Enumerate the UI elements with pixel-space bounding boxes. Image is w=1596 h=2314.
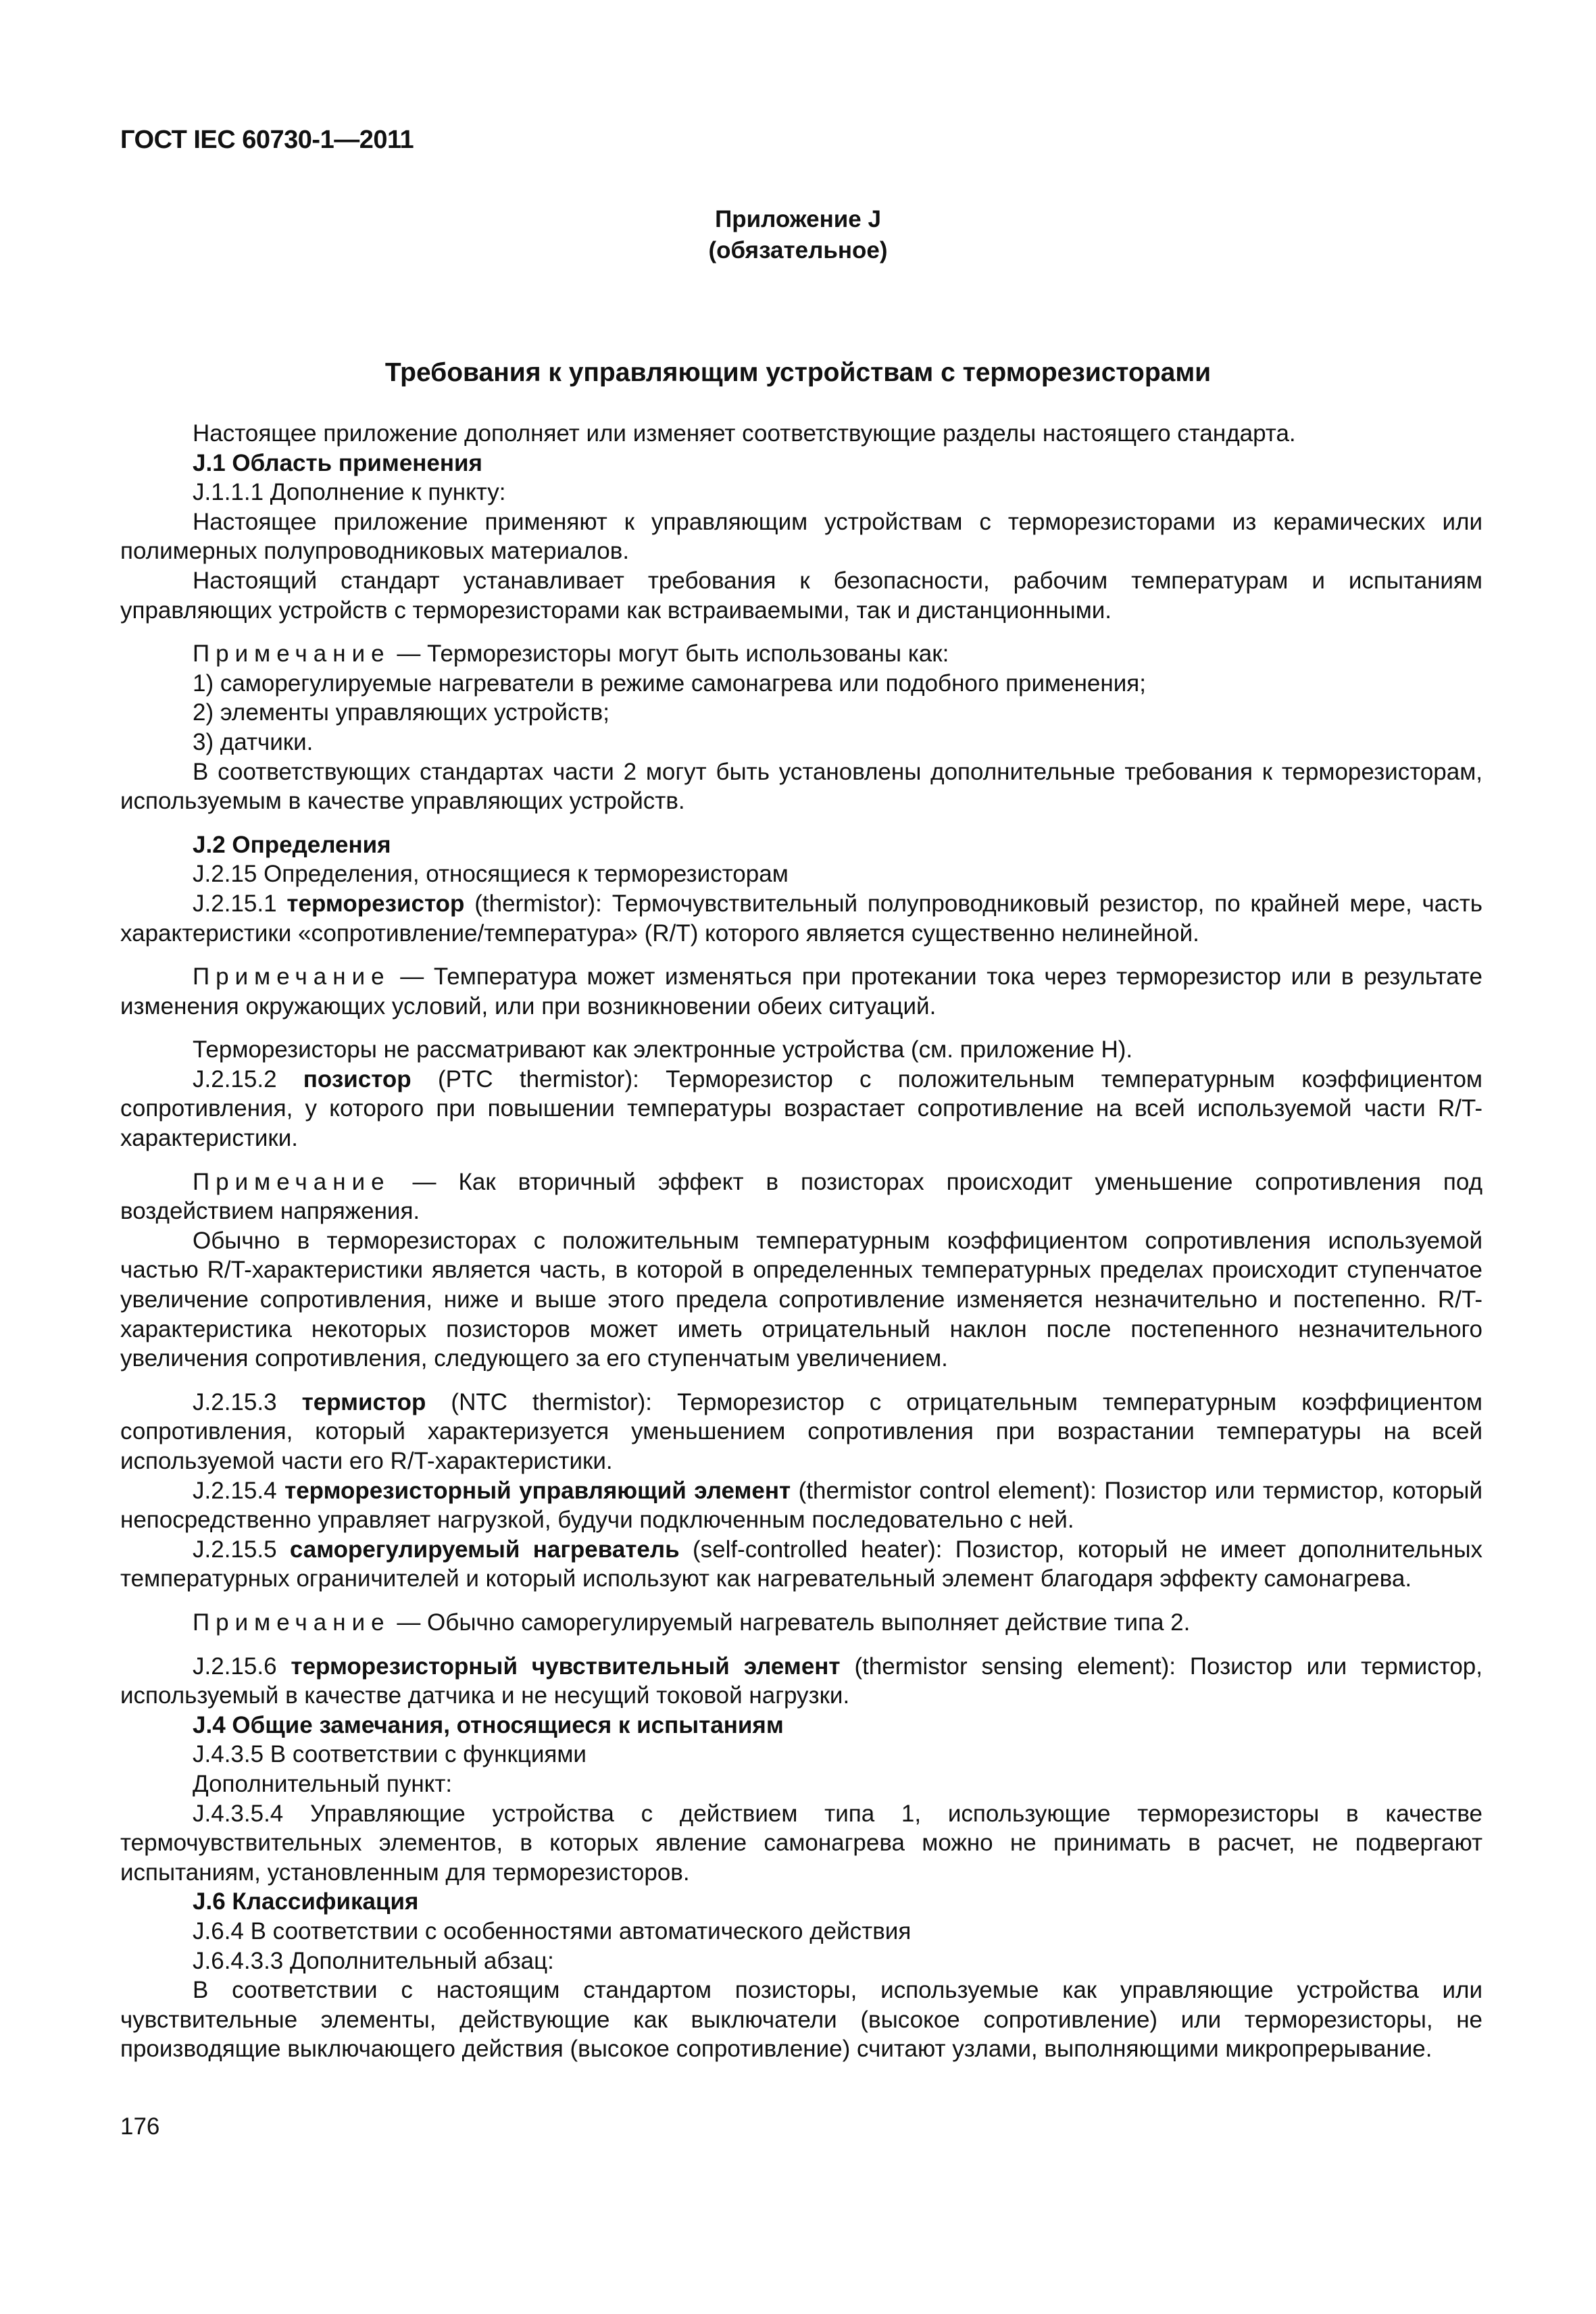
paragraph: [120, 1035, 1482, 1065]
bold-term: J.4 Общие замечания, относящиеся к испытаниям: [193, 1711, 784, 1738]
clause-number: J.2.15.5: [193, 1536, 290, 1563]
paragraph: [120, 1711, 1482, 1740]
paragraph-text: — Температура может изменяться при протекании тока через терморезистор или в результате изменения окружающих условий, или при возникновении обеих ситуаций.: [120, 963, 1482, 1020]
paragraph-text: Обычно в терморезисторах с положительным температурным коэффициентом сопротивления используемой частью R/T-характеристики является часть, в которой в определенных температурных пределах происходит ступенчатое увеличение сопротивления, ниже и выше этого предела сопротивление изменяется незначительно и постепенно. R/T-характеристика некоторых позисторов может иметь отрицательный наклон после постепенного незначительного увеличения сопротивления, следующего за его ступенчатым увеличением.: [120, 1227, 1482, 1372]
annex-heading: Требования к управляющим устройствам с терморезисторами: [384, 358, 1212, 387]
paragraph-text: Настоящее приложение применяют к управляющим устройствам с терморезисторами из керамических или полимерных полупроводниковых материалов.: [120, 508, 1482, 565]
bold-term: J.1 Область применения: [193, 449, 482, 476]
paragraph: [120, 1740, 1482, 1769]
paragraph-text: — Обычно саморегулируемый нагреватель выполняет действие типа 2.: [390, 1609, 1191, 1636]
paragraph-text: (self-controlled heater): Позистор, который не имеет дополнительных температурных ограничителей и который используют как нагревательный элемент благодаря эффекту самонагрева.: [120, 1536, 1482, 1592]
clause-number: J.2.15.2: [193, 1065, 303, 1092]
paragraph: [120, 728, 1482, 757]
paragraph: [120, 639, 1482, 669]
paragraph-text: J.2.15 Определения, относящиеся к терморезисторам: [193, 861, 789, 888]
bold-term: J.2 Определения: [193, 831, 391, 858]
paragraph: [120, 1917, 1482, 1946]
paragraph: [120, 859, 1482, 889]
note-label: Примечание: [193, 1609, 391, 1636]
paragraph: [120, 1226, 1482, 1374]
document-standard-id: ГОСТ IEC 60730-1—2011: [120, 126, 414, 154]
clause-number: J.2.15.4: [193, 1477, 285, 1504]
paragraph: [120, 757, 1482, 816]
paragraph: [120, 889, 1482, 948]
paragraph: [120, 1608, 1482, 1638]
paragraph-text: J.6.4 В соответствии с особенностями автоматического действия: [193, 1917, 912, 1944]
note-label: Примечание: [193, 1168, 391, 1195]
paragraph-text: 2) элементы управляющих устройств;: [193, 699, 609, 726]
paragraph: [120, 1769, 1482, 1799]
paragraph-text: В соответствующих стандартах части 2 могут быть установлены дополнительные требования к терморезисторам, используемым в качестве управляющих устройств.: [120, 758, 1482, 815]
bold-term: саморегулируемый нагреватель: [289, 1536, 680, 1563]
paragraph: [120, 1388, 1482, 1476]
paragraph-text: Настоящий стандарт устанавливает требования к безопасности, рабочим температурам и испытаниям управляющих устройств с терморезисторами как встраиваемыми, так и дистанционными.: [120, 567, 1482, 624]
paragraph: [120, 1652, 1482, 1711]
paragraph: [120, 830, 1482, 860]
paragraph: [120, 449, 1482, 478]
clause-number: J.2.15.1: [193, 890, 287, 917]
paragraph-text: — Терморезисторы могут быть использованы как:: [390, 640, 949, 668]
bold-term: терморезистор: [286, 890, 465, 917]
paragraph-text: J.6.4.3.3 Дополнительный абзац:: [193, 1947, 554, 1974]
paragraph: [120, 1799, 1482, 1888]
paragraph-text: 3) датчики.: [193, 728, 314, 755]
paragraph: [120, 1167, 1482, 1226]
paragraph: [120, 419, 1482, 449]
paragraph-text: Дополнительный пункт:: [193, 1770, 453, 1797]
paragraph-text: Терморезисторы не рассматривают как электронные устройства (см. приложение Н).: [193, 1036, 1133, 1063]
paragraph: [120, 698, 1482, 728]
paragraph: [120, 1065, 1482, 1153]
paragraph-text: (thermistor control element): Позистор или термистор, который непосредственно управляет нагрузкой, будучи подключенным последовательно с ней.: [120, 1477, 1482, 1534]
paragraph-text: — Как вторичный эффект в позисторах происходит уменьшение сопротивления под воздействием напряжения.: [120, 1168, 1482, 1225]
bold-term: терморезисторный управляющий элемент: [284, 1477, 791, 1504]
page-number: 176: [120, 2113, 160, 2140]
paragraph: [120, 507, 1482, 566]
document-body: [120, 419, 1482, 2064]
bold-term: терморезисторный чувствительный элемент: [291, 1653, 841, 1680]
paragraph-text: (thermistor sensing element): Позистор или термистор, используемый в качестве датчика и не несущий токовой нагрузки.: [120, 1653, 1482, 1709]
paragraph-text: (PTC thermistor): Терморезистор с положительным температурным коэффициентом сопротивления, у которого при повышении температуры возрастает сопротивление на всей используемой части R/T-характеристики.: [120, 1065, 1482, 1152]
paragraph-text: (NTC thermistor): Терморезистор с отрицательным температурным коэффициентом сопротивления, который характеризуется уменьшением сопротивления при возрастании температуры на всей используемой части его R/T-характеристики.: [120, 1388, 1482, 1474]
paragraph: [120, 1887, 1482, 1917]
paragraph: [120, 1946, 1482, 1976]
paragraph: [120, 478, 1482, 507]
note-label: Примечание: [193, 640, 391, 668]
bold-term: J.6 Классификация: [193, 1888, 419, 1915]
bold-term: позистор: [303, 1065, 412, 1092]
paragraph-text: 1) саморегулируемые нагреватели в режиме самонагрева или подобного применения;: [193, 670, 1146, 697]
clause-number: J.2.15.3: [193, 1388, 302, 1415]
annex-status: (обязательное): [708, 237, 888, 263]
paragraph-text: J.4.3.5 В соответствии с функциями: [193, 1741, 587, 1768]
paragraph-text: В соответствии с настоящим стандартом позисторы, используемые как управляющие устройства или чувствительные элементы, действующие как выключатели (высокое сопротивление) или терморезисторы, не производящие выключающего действия (высокое сопротивление) считают узлами, выполняющими микропрерывание.: [120, 1977, 1482, 2063]
note-label: Примечание: [193, 963, 391, 990]
annex-title: Приложение J: [715, 206, 881, 232]
paragraph-text: J.1.1.1 Дополнение к пункту:: [193, 479, 506, 506]
paragraph-text: J.4.3.5.4 Управляющие устройства с действием типа 1, использующие терморезисторы в качестве термочувствительных элементов, в которых явление самонагрева можно не принимать в расчет, не подвергают испытаниям, установленным для терморезисторов.: [120, 1800, 1482, 1886]
paragraph: [120, 1476, 1482, 1535]
paragraph: [120, 1976, 1482, 2064]
clause-number: J.2.15.6: [193, 1653, 291, 1680]
paragraph: [120, 566, 1482, 625]
paragraph: [120, 962, 1482, 1021]
paragraph: [120, 1535, 1482, 1594]
paragraph: [120, 669, 1482, 699]
paragraph-text: Настоящее приложение дополняет или изменяет соответствующие разделы настоящего стандарта.: [193, 420, 1296, 447]
paragraph-text: (thermistor): Термочувствительный полупроводниковый резистор, по крайней мере, часть характеристики «сопротивление/температура» (R/T) которого является существенно нелинейной.: [120, 890, 1482, 947]
bold-term: термистор: [301, 1388, 426, 1415]
